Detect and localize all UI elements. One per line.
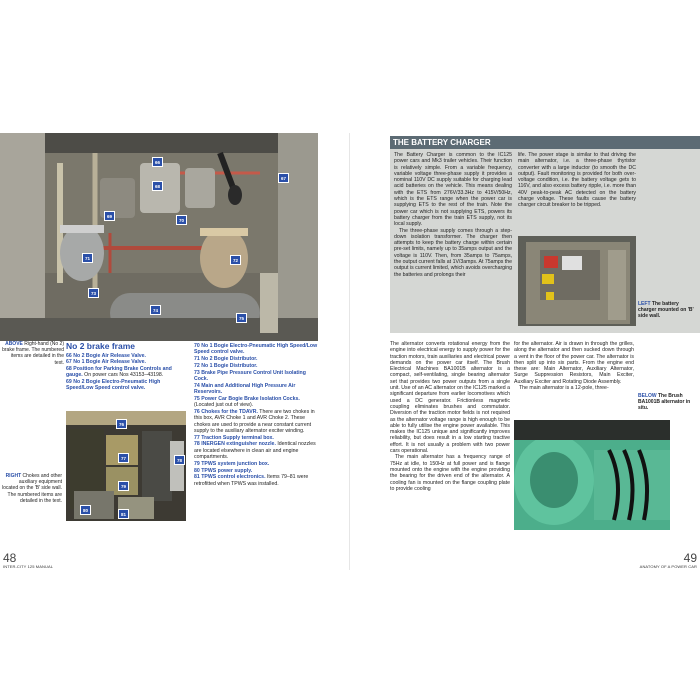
battery-charger-boxout [390,136,700,333]
list-item: 74 Main and Additional High Pressure Air Reservoirs. [194,382,296,396]
body-column-1 [390,341,510,492]
photo-tag: 74 [150,305,161,315]
boxout-title: THE BATTERY CHARGER [390,136,700,149]
photo-tag: 69 [104,211,115,221]
list-item: 70 No 1 Bogie Electro-Pneumatic High Speed/Low Speed control valve. [194,343,318,356]
photo-tag: 66 [152,157,163,167]
photo-tag: 75 [236,313,247,323]
list-item: 79 TPWS system junction box. [194,460,270,467]
list-item: 76 Chokes for the TDAVR. There are two chokes in this box, AVR Choke 1 and AVR Choke 2. These chokes are used to provide a near constant current supply to the auxiliary alternator exciter winding. [194,408,315,434]
battery-charger-photo [518,236,636,326]
caption-text: Right-hand (No 2) brake frame. The numbered items are detailed in the text. [2,341,64,366]
caption-left [638,301,698,320]
right-page [350,133,700,570]
alternator-photo [514,420,670,530]
photo-tag: 77 [118,453,129,463]
alternator-illustration [514,420,670,530]
left-page [0,133,350,570]
running-head: INTER-CITY 125 MANUAL [3,564,54,569]
photo-tag: 68 [152,181,163,191]
brake-frame-photo [0,133,318,341]
boxout-paragraph: The three-phase supply comes through a step-down isolation transformer. The charger then attempts to keep the battery charge within certain pre-set limits, namely up to 35amps output and the voltage is 110V. Then, from 35amps to 75amps, the output current falls at 1V/3amps. At 75amps the output is current limited, which avoids overcharging the batteries and prolongs their [394,227,512,278]
page-number: 48 [3,551,17,565]
body-paragraph: for the alternator. Air is drawn in through the grilles, along the alternator and then sucked down through a vent in the floor of the power car. The alternator is then split up into six parts. From the engine end these are: Main Alternator, Auxiliary Alternator, Surge Suppression Resistors, Main Exciter, Auxiliary Exciter and Rotating Diode Assembly. [514,341,634,385]
photo-tag: 73 [88,288,99,298]
list-item: 68 Position for Parking Brake Controls and gauge. On power cars Nos 43153–43198. [66,366,172,379]
items-column-1 [66,341,186,392]
boxout-paragraph: The Battery Charger is common to the IC125 power cars and Mk3 trailer vehicles. Their function is relatively simple. From a variable frequency, variable voltage three-phase supply it provides a nominal 110V DC supply suitable for charging lead acid batteries on the vehicle. This means dealing with the ETS from 276V/33.3Hz to 415V/50Hz, which is the ETS range when the power car is supplying ETS to the rest of the train. Note the power car which is not supplying ETS, powers its battery charger from the train ETS supply, not its local supply. [394,152,512,228]
running-head: ANATOMY OF A POWER CAR [639,564,697,569]
items-column-2 [194,343,320,488]
photo-tag: 80 [80,505,91,515]
list-item: 77 Traction Supply terminal box. [194,434,274,441]
section-heading: No 2 brake frame [66,341,135,351]
caption-text: The Brush BA1001B alternator in situ. [638,393,691,412]
caption-text: The battery charger mounted on 'B' side wall. [638,301,694,320]
caption-label: LEFT [638,301,651,307]
caption-label: BELOW [638,393,657,399]
photo-tag: 71 [82,253,93,263]
body-column-2 [514,341,634,391]
photo-tag: 72 [230,255,241,265]
list-item: 72 No 1 Bogie Distributor. [194,362,258,369]
caption-text: Chokes and other auxiliary equipment located on the 'B' side wall. The numbered items are detailed in the text. [2,473,62,504]
list-item: 67 No 1 Bogie Air Release Valve. [66,359,146,366]
caption-above [2,341,64,366]
battery-charger-illustration [518,236,636,326]
caption-label: ABOVE [5,341,23,347]
list-item: 73 Brake Pipe Pressure Control Unit Isolating Cock. [194,369,306,382]
photo-tag: 79 [118,481,129,491]
list-item: 81 TPWS control electronics. Items 79–81 were retrofitted when TPWS was installed. [194,474,309,487]
photo-tag: 70 [176,215,187,225]
list-item: 78 INERGEN extinguisher nozzle. Identical nozzles are located elsewhere in clean air and engine compartments. [194,441,316,461]
photo-tag: 81 [118,509,129,519]
body-paragraph: The main alternator has a frequency range of 75Hz at idle, to 150Hz at full power and is flange mounted onto the engine with the engine providing the bearing for the driven end of the alternator. A cooling fan is mounted on the flange coupling plate to provide cooling [390,454,510,492]
list-item: 69 No 2 Bogie Electro-Pneumatic High Speed/Low Speed control valve. [66,379,161,392]
photo-tag: 67 [278,173,289,183]
list-item: 71 No 2 Bogie Distributor. [194,356,258,363]
boxout-column-1 [394,152,512,278]
page-number: 49 [683,551,697,565]
chokes-photo [66,411,186,521]
caption-label: RIGHT [5,473,22,479]
caption-right [2,473,62,504]
caption-below [638,393,698,412]
list-item: 75 Power Car Bogie Brake Isolation Cocks. (Located just out of view). [194,395,300,409]
boxout-column-2 [518,152,636,209]
boxout-paragraph: life. The power stage is similar to that driving the main alternator, i.e. a three-phase thyristor converter with a large inductor (to smooth the DC output). Fault monitoring is provided for both over-voltage condition, i.e. the battery voltage gets to 116V, and also excess battery ripple, i.e. more than 40V peak-to-peak AC detected on the battery charge voltage. These faults cause the battery charger circuit breaker to be tripped. [518,152,636,209]
list-item: 66 No 2 Bogie Air Release Valve. [66,352,146,359]
body-paragraph: The main alternator is a 12-pole, three- [519,385,609,392]
body-paragraph: The alternator converts rotational energy from the engine into electrical energy to supply power for the traction motors, train auxiliaries and electrical power demands on the power car itself. The Brush Electrical Machines BA1001B alternator is a compact, self-ventilating, single bearing alternator set that provides two power outputs from a single unit. Use of an AC alternator on the IC125 marked a significant departure from earlier locomotives which used a DC generator. Frictionless magnetic coupling eliminates brushes and commutator. Diversion of the traction motor fields is not required as the alternator voltage range is high enough to be able to fully utilise the engine power available. This makes the IC125 unique and significantly improves reliability, but does result in a low starting tractive effort. It is not usually a problem with two power cars operational. [390,341,510,455]
photo-tag: 76 [116,419,127,429]
list-item: 80 TPWS power supply. [194,467,253,474]
photo-tag: 78 [174,455,185,465]
